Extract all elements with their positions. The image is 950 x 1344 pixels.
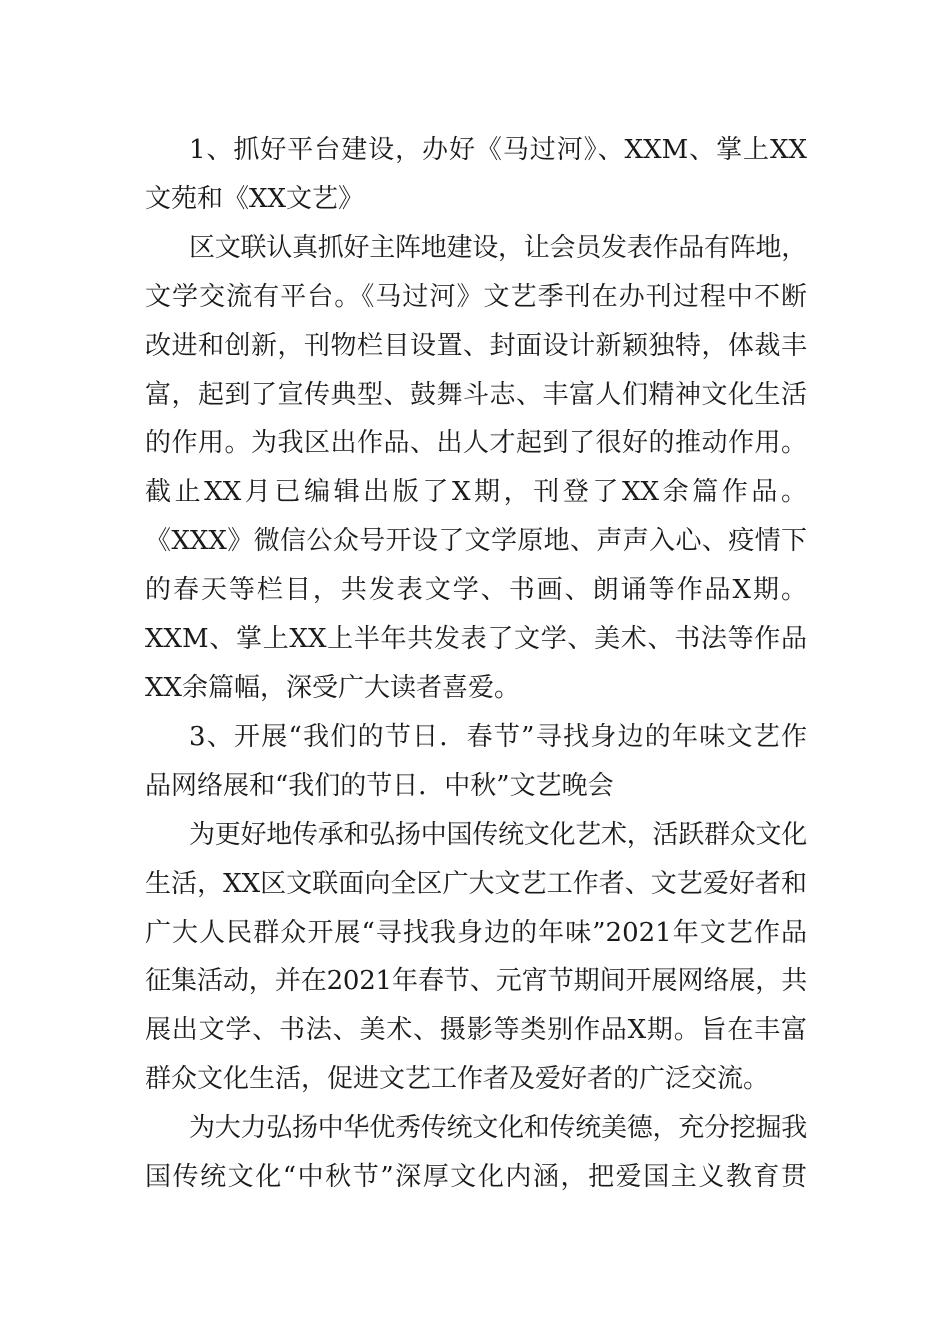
text-line: 生活，XX区文联面向全区广大文艺工作者、文艺爱好者和	[145, 868, 807, 899]
body-paragraph-2	[145, 811, 807, 1104]
text-line: 1、抓好平台建设，办好《马过河》、XXM、掌上XX	[189, 135, 807, 165]
text-line: XX余篇幅，深受广大读者喜爱。	[145, 672, 521, 703]
text-line: 的春天等栏目，共发表文学、书画、朗诵等作品X期。	[145, 575, 807, 606]
text-line: 品网络展和“我们的节日．中秋”文艺晚会	[145, 770, 614, 801]
text-line: 展出文学、书法、美术、摄影等类别作品X期。旨在丰富	[145, 1015, 807, 1046]
text-line: 文苑和《XX文艺》	[145, 183, 365, 214]
text-line: 为大力弘扬中华优秀传统文化和传统美德，充分挖掘我	[189, 1113, 808, 1144]
text-line: 改进和创新，刊物栏目设置、封面设计新颖独特，体裁丰	[145, 330, 807, 361]
text-line: 为更好地传承和弘扬中国传统文化艺术，活跃群众文化	[189, 819, 808, 850]
text-line: 国传统文化“中秋节”深厚文化内涵，把爱国主义教育贯	[145, 1162, 807, 1193]
text-line: 的作用。为我区出作品、出人才起到了很好的推动作用。	[145, 428, 807, 459]
text-line: 广大人民群众开展“寻找我身边的年味”2021年文艺作品	[145, 917, 807, 948]
section-heading-1	[145, 126, 807, 224]
text-line: 《XXX》微信公众号开设了文学原地、声声入心、疫情下	[145, 526, 807, 557]
text-line: 截止XX月已编辑出版了X期，刊登了XX余篇作品。	[145, 477, 807, 508]
text-line: 区文联认真抓好主阵地建设，让会员发表作品有阵地，	[189, 232, 808, 263]
text-line: 文学交流有平台。《马过河》文艺季刊在办刊过程中不断	[145, 281, 807, 312]
text-line: 群众文化生活，促进文艺工作者及爱好者的广泛交流。	[145, 1064, 770, 1095]
text-line: 富，起到了宣传典型、鼓舞斗志、丰富人们精神文化生活	[145, 379, 807, 410]
document-page	[145, 126, 807, 1202]
text-line: XXM、掌上XX上半年共发表了文学、美术、书法等作品	[145, 624, 807, 655]
text-line: 征集活动，并在2021年春节、元宵节期间开展网络展，共	[145, 966, 807, 997]
body-paragraph-1	[145, 224, 807, 713]
text-line: 3、开展“我们的节日．春节”寻找身边的年味文艺作	[189, 721, 807, 752]
body-paragraph-3	[145, 1104, 807, 1202]
section-heading-3	[145, 713, 807, 811]
